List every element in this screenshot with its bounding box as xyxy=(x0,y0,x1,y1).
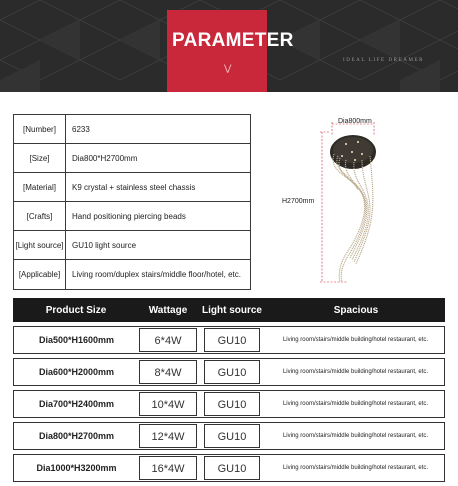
spec-value: GU10 light source xyxy=(66,231,251,260)
table-row xyxy=(13,422,445,450)
light-value: GU10 xyxy=(204,360,260,384)
row-wattage xyxy=(139,454,197,482)
row-space: Living room/stairs/middle building/hotel restaurant, etc. xyxy=(267,358,445,386)
table-row xyxy=(13,358,445,386)
row-light xyxy=(197,326,267,354)
header-product-size: Product Size xyxy=(13,298,139,322)
spec-row xyxy=(14,115,251,144)
product-size-table xyxy=(13,294,445,486)
light-value: GU10 xyxy=(204,328,260,352)
header-light-source: Light source xyxy=(197,298,267,322)
table-row xyxy=(13,326,445,354)
row-size: Dia500*H1600mm xyxy=(13,326,139,354)
row-wattage xyxy=(139,390,197,418)
wattage-value: 6*4W xyxy=(139,328,197,352)
row-space: Living room/stairs/middle building/hotel restaurant, etc. xyxy=(267,326,445,354)
light-value: GU10 xyxy=(204,392,260,416)
chevron-down-icon: ⋁ xyxy=(224,63,232,73)
table-row xyxy=(13,390,445,418)
header-spacious: Spacious xyxy=(267,298,445,322)
spec-key: [Number] xyxy=(14,115,66,144)
spec-key: [Size] xyxy=(14,144,66,173)
row-space: Living room/stairs/middle building/hotel restaurant, etc. xyxy=(267,390,445,418)
row-size: Dia800*H2700mm xyxy=(13,422,139,450)
row-light xyxy=(197,454,267,482)
light-value: GU10 xyxy=(204,424,260,448)
spec-row xyxy=(14,202,251,231)
wattage-value: 10*4W xyxy=(139,392,197,416)
table-row xyxy=(13,454,445,482)
spec-value: K9 crystal + stainless steel chassis xyxy=(66,173,251,202)
spec-key: [Crafts] xyxy=(14,202,66,231)
row-space: Living room/stairs/middle building/hotel restaurant, etc. xyxy=(267,454,445,482)
spec-row xyxy=(14,144,251,173)
row-light xyxy=(197,390,267,418)
chandelier-product-image xyxy=(258,114,445,288)
row-wattage xyxy=(139,326,197,354)
banner-title: PARAMETER xyxy=(172,30,294,51)
wattage-value: 16*4W xyxy=(139,456,197,480)
spec-table xyxy=(13,114,251,290)
spec-key: [Material] xyxy=(14,173,66,202)
spec-value: Dia800*H2700mm xyxy=(66,144,251,173)
row-wattage xyxy=(139,422,197,450)
diameter-dimension-label: Dia800mm xyxy=(338,118,372,125)
parameter-banner xyxy=(0,0,458,92)
row-size: Dia600*H2000mm xyxy=(13,358,139,386)
header-wattage: Wattage xyxy=(139,298,197,322)
light-value: GU10 xyxy=(204,456,260,480)
spec-value: Living room/duplex stairs/middle floor/hotel, etc. xyxy=(66,260,251,290)
row-size: Dia700*H2400mm xyxy=(13,390,139,418)
spec-key: [Light source] xyxy=(14,231,66,260)
banner-tagline: IDEAL LIFE DREAMER xyxy=(343,58,425,63)
row-light xyxy=(197,358,267,386)
spec-value: 6233 xyxy=(66,115,251,144)
spec-row xyxy=(14,173,251,202)
height-dimension-label: H2700mm xyxy=(282,198,315,205)
wattage-value: 8*4W xyxy=(139,360,197,384)
row-space: Living room/stairs/middle building/hotel restaurant, etc. xyxy=(267,422,445,450)
row-size: Dia1000*H3200mm xyxy=(13,454,139,482)
spec-row xyxy=(14,260,251,290)
spec-key: [Applicable] xyxy=(14,260,66,290)
spec-value: Hand positioning piercing beads xyxy=(66,202,251,231)
wattage-value: 12*4W xyxy=(139,424,197,448)
row-light xyxy=(197,422,267,450)
row-wattage xyxy=(139,358,197,386)
table-header-row xyxy=(13,298,445,322)
spec-row xyxy=(14,231,251,260)
